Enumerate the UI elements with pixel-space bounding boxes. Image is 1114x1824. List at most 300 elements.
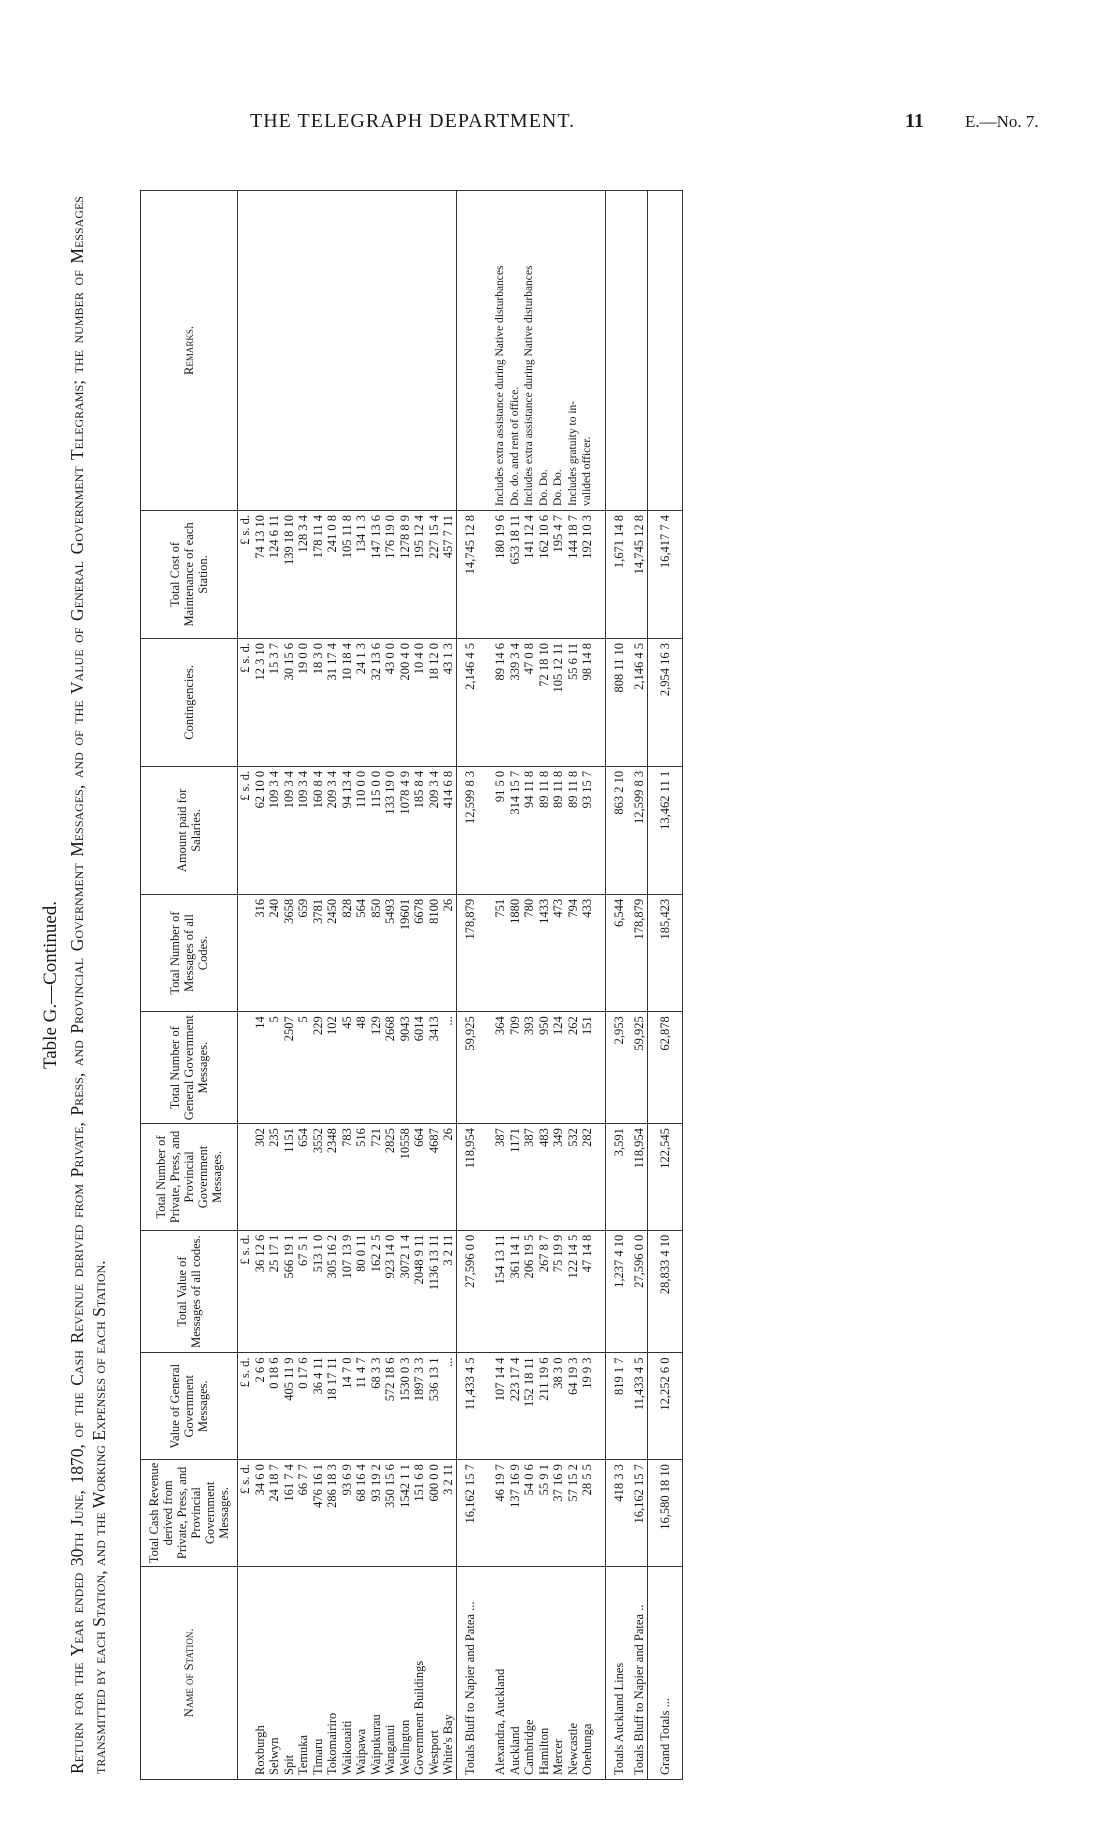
gov-value: 0 17 6 (296, 1353, 311, 1460)
num-private: 2348 (325, 1124, 340, 1231)
num-all: 6678 (412, 894, 427, 1011)
station-name: White's Bay (441, 1566, 456, 1779)
num-all: 316 (253, 894, 268, 1011)
table-row (282, 191, 297, 1780)
table-row (632, 191, 647, 1780)
total-value: 154 13 11 (493, 1230, 508, 1353)
contingencies: 18 12 0 (427, 638, 442, 766)
num-private: 26 (441, 1124, 456, 1231)
table-row (340, 191, 355, 1780)
station-name: Mercer (551, 1566, 566, 1779)
maintenance: 128 3 4 (296, 510, 311, 638)
gov-value: 819 1 7 (605, 1353, 632, 1460)
gov-value: 12,252 6 0 (647, 1353, 683, 1460)
total-value: 25 17 1 (267, 1230, 282, 1353)
table-caption (40, 190, 110, 1780)
num-private: 483 (537, 1124, 552, 1231)
remarks (632, 191, 647, 511)
num-gov: 62,878 (647, 1012, 683, 1124)
rotated-table-block (40, 190, 940, 1780)
table-row (456, 191, 483, 1780)
cash-revenue: 55 9 1 (537, 1460, 552, 1567)
contingencies: 200 4 0 (398, 638, 413, 766)
station-name: Wellington (398, 1566, 413, 1779)
total-value: 361 14 1 (508, 1230, 523, 1353)
num-all: 8100 (427, 894, 442, 1011)
num-gov: 6014 (412, 1012, 427, 1124)
maintenance: 14,745 12 8 (456, 510, 483, 638)
remarks (325, 191, 340, 511)
num-gov: 364 (493, 1012, 508, 1124)
gov-value: 38 3 0 (551, 1353, 566, 1460)
revenue-table (140, 190, 683, 1780)
remarks (383, 191, 398, 511)
maintenance: 178 11 4 (311, 510, 326, 638)
gov-value: 405 11 9 (282, 1353, 297, 1460)
station-name: Timaru (311, 1566, 326, 1779)
num-private: 235 (267, 1124, 282, 1231)
remarks (456, 191, 483, 511)
salaries: 110 0 0 (354, 766, 369, 894)
table-row (522, 191, 537, 1780)
document-reference: E.—No. 7. (965, 112, 1039, 131)
cash-revenue: 54 0 6 (522, 1460, 537, 1567)
num-private: 1151 (282, 1124, 297, 1231)
salaries: 109 3 4 (282, 766, 297, 894)
salaries: 1078 4 9 (398, 766, 413, 894)
num-all: 5493 (383, 894, 398, 1011)
num-private: 654 (296, 1124, 311, 1231)
cash-revenue: 93 19 2 (369, 1460, 384, 1567)
num-private: 118,954 (456, 1124, 483, 1231)
salaries: 13,462 11 1 (647, 766, 683, 894)
station-name: Wanganui (383, 1566, 398, 1779)
contingencies: 72 18 10 (537, 638, 552, 766)
contingencies: 2,146 4 5 (632, 638, 647, 766)
maintenance: 180 19 6 (493, 510, 508, 638)
total-value: 267 8 7 (537, 1230, 552, 1353)
num-all: 850 (369, 894, 384, 1011)
col-gov-value: Value of General Government Messages. (141, 1353, 238, 1460)
unit-label: £ s. d. (238, 1230, 253, 1353)
station-name: Newcastle (566, 1566, 581, 1779)
num-all: 1433 (537, 894, 552, 1011)
gov-value: 18 17 11 (325, 1353, 340, 1460)
maintenance: 139 18 10 (282, 510, 297, 638)
station-name: Alexandra, Auckland (493, 1566, 508, 1779)
num-gov: 45 (340, 1012, 355, 1124)
unit-label: £ s. d. (238, 1460, 253, 1567)
total-value: 162 2 5 (369, 1230, 384, 1353)
maintenance: 105 11 8 (340, 510, 355, 638)
total-value: 107 13 9 (340, 1230, 355, 1353)
gov-value: 1897 3 3 (412, 1353, 427, 1460)
num-private: 349 (551, 1124, 566, 1231)
cash-revenue: 16,162 15 7 (632, 1460, 647, 1567)
num-gov: 129 (369, 1012, 384, 1124)
cash-revenue: 161 7 4 (282, 1460, 297, 1567)
num-private: 3552 (311, 1124, 326, 1231)
table-row (398, 191, 413, 1780)
num-gov: 229 (311, 1012, 326, 1124)
num-private: 4687 (427, 1124, 442, 1231)
salaries: 863 2 10 (605, 766, 632, 894)
units-row (238, 191, 253, 1780)
remarks: valided officer. (580, 191, 595, 511)
remarks (311, 191, 326, 511)
maintenance: 192 10 3 (580, 510, 595, 638)
num-private: 516 (354, 1124, 369, 1231)
num-private: 387 (493, 1124, 508, 1231)
num-all: 178,879 (632, 894, 647, 1011)
total-value: 2048 9 11 (412, 1230, 427, 1353)
num-gov: 124 (551, 1012, 566, 1124)
num-gov: 393 (522, 1012, 537, 1124)
num-gov: 950 (537, 1012, 552, 1124)
total-value: 47 14 8 (580, 1230, 595, 1353)
salaries: 91 5 0 (493, 766, 508, 894)
salaries: 109 3 4 (296, 766, 311, 894)
maintenance: 227 15 4 (427, 510, 442, 638)
num-all: 19601 (398, 894, 413, 1011)
num-private: 1171 (508, 1124, 523, 1231)
remarks: Do. Do. (537, 191, 552, 511)
gov-value: 11,433 4 5 (456, 1353, 483, 1460)
contingencies: 47 0 8 (522, 638, 537, 766)
unit-label: £ s. d. (238, 510, 253, 638)
table-row (493, 191, 508, 1780)
col-num-gov: Total Number of General Government Messages. (141, 1012, 238, 1124)
num-gov: 48 (354, 1012, 369, 1124)
cash-revenue: 476 16 1 (311, 1460, 326, 1567)
num-private: 3,591 (605, 1124, 632, 1231)
salaries: 209 3 4 (325, 766, 340, 894)
table-name: Table G.—Continued. (40, 900, 61, 1070)
contingencies: 32 13 6 (369, 638, 384, 766)
salaries: 414 6 8 (441, 766, 456, 894)
salaries: 62 10 0 (253, 766, 268, 894)
remarks (340, 191, 355, 511)
maintenance: 14,745 12 8 (632, 510, 647, 638)
maintenance: 195 12 4 (412, 510, 427, 638)
total-value: 122 14 5 (566, 1230, 581, 1353)
num-private: 118,954 (632, 1124, 647, 1231)
remarks: Includes extra assistance during Native disturbances (522, 191, 537, 511)
station-name: Hamilton (537, 1566, 552, 1779)
page-title: THE TELEGRAPH DEPARTMENT. (250, 110, 576, 132)
station-name: Totals Bluff to Napier and Patea ... (456, 1566, 483, 1779)
remarks (398, 191, 413, 511)
num-private: 10558 (398, 1124, 413, 1231)
col-contingencies: Contingencies. (141, 638, 238, 766)
num-private: 532 (566, 1124, 581, 1231)
maintenance: 162 10 6 (537, 510, 552, 638)
cash-revenue: 66 7 7 (296, 1460, 311, 1567)
gov-value: 572 18 6 (383, 1353, 398, 1460)
total-value: 1136 13 11 (427, 1230, 442, 1353)
remarks (296, 191, 311, 511)
contingencies: 2,146 4 5 (456, 638, 483, 766)
num-all: 751 (493, 894, 508, 1011)
maintenance: 457 7 11 (441, 510, 456, 638)
num-gov: 9043 (398, 1012, 413, 1124)
cash-revenue: 286 18 3 (325, 1460, 340, 1567)
total-value: 3 2 11 (441, 1230, 456, 1353)
maintenance: 653 18 11 (508, 510, 523, 638)
table-body (238, 191, 683, 1780)
contingencies: 30 15 6 (282, 638, 297, 766)
num-all: 6,544 (605, 894, 632, 1011)
cash-revenue: 350 15 6 (383, 1460, 398, 1567)
table-row (412, 191, 427, 1780)
col-station: Name of Station. (141, 1566, 238, 1779)
num-private: 783 (340, 1124, 355, 1231)
num-private: 664 (412, 1124, 427, 1231)
col-total-value: Total Value of Messages of all codes. (141, 1230, 238, 1353)
station-name: Westport (427, 1566, 442, 1779)
gov-value: 107 14 4 (493, 1353, 508, 1460)
total-value: 206 19 5 (522, 1230, 537, 1353)
maintenance: 195 4 7 (551, 510, 566, 638)
num-all: 3781 (311, 894, 326, 1011)
cash-revenue: 1542 1 1 (398, 1460, 413, 1567)
gov-value: 11,433 4 5 (632, 1353, 647, 1460)
contingencies: 98 14 8 (580, 638, 595, 766)
salaries: 89 11 8 (551, 766, 566, 894)
num-all: 2450 (325, 894, 340, 1011)
station-name: Grand Totals ... (647, 1566, 683, 1779)
gov-value: 14 7 0 (340, 1353, 355, 1460)
gov-value: 64 19 3 (566, 1353, 581, 1460)
col-salaries: Amount paid for Salaries. (141, 766, 238, 894)
cash-revenue: 34 6 0 (253, 1460, 268, 1567)
num-private: 122,545 (647, 1124, 683, 1231)
remarks (605, 191, 632, 511)
remarks (267, 191, 282, 511)
num-all: 1880 (508, 894, 523, 1011)
gov-value: 1530 0 3 (398, 1353, 413, 1460)
maintenance: 124 6 11 (267, 510, 282, 638)
gov-value: 11 4 7 (354, 1353, 369, 1460)
remarks (282, 191, 297, 511)
gov-value: 36 4 11 (311, 1353, 326, 1460)
num-gov: 102 (325, 1012, 340, 1124)
contingencies: 31 17 4 (325, 638, 340, 766)
table-description: Return for the Year ended 30th June, 1870, of the Cash Revenue derived from Private, Press, and Provincial Government Messages, and of the Value of General Government Telegrams; the number of Messages transmitted by each Station, and the Working Expenses of each Station. (67, 196, 109, 1774)
salaries: 314 15 7 (508, 766, 523, 894)
total-value: 27,596 0 0 (456, 1230, 483, 1353)
gov-value: 223 17 4 (508, 1353, 523, 1460)
total-value: 923 14 0 (383, 1230, 398, 1353)
salaries: 209 3 4 (427, 766, 442, 894)
table-row (267, 191, 282, 1780)
running-header (0, 110, 1114, 140)
cash-revenue: 16,580 18 10 (647, 1460, 683, 1567)
remarks: Includes gratuity to in- (566, 191, 581, 511)
cash-revenue: 3 2 11 (441, 1460, 456, 1567)
contingencies: 19 0 0 (296, 638, 311, 766)
maintenance: 176 19 0 (383, 510, 398, 638)
total-value: 75 19 9 (551, 1230, 566, 1353)
total-value: 27,596 0 0 (632, 1230, 647, 1353)
table-row (427, 191, 442, 1780)
contingencies: 2,954 16 3 (647, 638, 683, 766)
station-name: Waikouaiti (340, 1566, 355, 1779)
table-row (566, 191, 581, 1780)
contingencies: 24 1 3 (354, 638, 369, 766)
col-num-all: Total Number of Messages of all Codes. (141, 894, 238, 1011)
num-all: 780 (522, 894, 537, 1011)
contingencies: 89 14 6 (493, 638, 508, 766)
contingencies: 10 18 4 (340, 638, 355, 766)
table-row (369, 191, 384, 1780)
num-all: 828 (340, 894, 355, 1011)
page-number: 11 (905, 110, 924, 132)
salaries: 94 13 4 (340, 766, 355, 894)
cash-revenue: 600 0 0 (427, 1460, 442, 1567)
station-name: Temuka (296, 1566, 311, 1779)
total-value: 80 0 11 (354, 1230, 369, 1353)
table-row (580, 191, 595, 1780)
salaries: 89 11 8 (566, 766, 581, 894)
col-maintenance: Total Cost of Maintenance of each Station. (141, 510, 238, 638)
cash-revenue: 28 5 5 (580, 1460, 595, 1567)
remarks (412, 191, 427, 511)
num-private: 2825 (383, 1124, 398, 1231)
unit-label: £ s. d. (238, 1353, 253, 1460)
station-name: Totals Auckland Lines (605, 1566, 632, 1779)
cash-revenue: 16,162 15 7 (456, 1460, 483, 1567)
gov-value: 0 18 6 (267, 1353, 282, 1460)
cash-revenue: 93 6 9 (340, 1460, 355, 1567)
num-private: 387 (522, 1124, 537, 1231)
num-all: 564 (354, 894, 369, 1011)
total-value: 513 1 0 (311, 1230, 326, 1353)
total-value: 566 19 1 (282, 1230, 297, 1353)
num-gov: 59,925 (456, 1012, 483, 1124)
gov-value: 68 3 3 (369, 1353, 384, 1460)
header-row (141, 191, 238, 1780)
table-row (441, 191, 456, 1780)
cash-revenue: 418 3 3 (605, 1460, 632, 1567)
remarks (354, 191, 369, 511)
gov-value: 19 9 3 (580, 1353, 595, 1460)
salaries: 109 3 4 (267, 766, 282, 894)
contingencies: 105 12 11 (551, 638, 566, 766)
num-gov: 2668 (383, 1012, 398, 1124)
contingencies: 43 1 3 (441, 638, 456, 766)
station-name: Tokomairiro (325, 1566, 340, 1779)
contingencies: 339 3 4 (508, 638, 523, 766)
contingencies: 808 11 10 (605, 638, 632, 766)
spacer-row (595, 191, 606, 1780)
table-row (647, 191, 683, 1780)
num-gov: 2,953 (605, 1012, 632, 1124)
maintenance: 144 18 7 (566, 510, 581, 638)
maintenance: 241 0 8 (325, 510, 340, 638)
total-value: 1,237 4 10 (605, 1230, 632, 1353)
num-gov: 262 (566, 1012, 581, 1124)
salaries: 133 19 0 (383, 766, 398, 894)
salaries: 115 0 0 (369, 766, 384, 894)
num-all: 178,879 (456, 894, 483, 1011)
total-value: 28,833 4 10 (647, 1230, 683, 1353)
maintenance: 134 1 3 (354, 510, 369, 638)
salaries: 160 8 4 (311, 766, 326, 894)
table-row (383, 191, 398, 1780)
num-gov: 14 (253, 1012, 268, 1124)
num-gov: 151 (580, 1012, 595, 1124)
num-gov: 59,925 (632, 1012, 647, 1124)
table-row (325, 191, 340, 1780)
num-gov: 3413 (427, 1012, 442, 1124)
num-all: 473 (551, 894, 566, 1011)
remarks (647, 191, 683, 511)
station-name: Government Buildings (412, 1566, 427, 1779)
spacer-row (483, 191, 493, 1780)
gov-value: 536 13 1 (427, 1353, 442, 1460)
table-row (354, 191, 369, 1780)
station-name: Waipukurau (369, 1566, 384, 1779)
gov-value: ... (441, 1353, 456, 1460)
contingencies: 55 6 11 (566, 638, 581, 766)
station-name: Cambridge (522, 1566, 537, 1779)
cash-revenue: 57 15 2 (566, 1460, 581, 1567)
total-value: 67 5 1 (296, 1230, 311, 1353)
cash-revenue: 68 16 4 (354, 1460, 369, 1567)
remarks (427, 191, 442, 511)
cash-revenue: 37 16 9 (551, 1460, 566, 1567)
num-private: 302 (253, 1124, 268, 1231)
gov-value: 2 6 6 (253, 1353, 268, 1460)
remarks (253, 191, 268, 511)
col-num-private: Total Number of Private, Press, and Provincial Government Messages. (141, 1124, 238, 1231)
table-row (605, 191, 632, 1780)
num-all: 433 (580, 894, 595, 1011)
remarks (441, 191, 456, 511)
num-private: 721 (369, 1124, 384, 1231)
cash-revenue: 24 18 7 (267, 1460, 282, 1567)
salaries: 185 8 4 (412, 766, 427, 894)
num-all: 26 (441, 894, 456, 1011)
cash-revenue: 151 6 8 (412, 1460, 427, 1567)
salaries: 12,599 8 3 (632, 766, 647, 894)
col-cash-revenue: Total Cash Revenue derived from Private, Press, and Provincial Government Messages. (141, 1460, 238, 1567)
total-value: 3072 1 4 (398, 1230, 413, 1353)
station-name: Auckland (508, 1566, 523, 1779)
num-gov: ... (441, 1012, 456, 1124)
table-row (311, 191, 326, 1780)
maintenance: 141 12 4 (522, 510, 537, 638)
table-row (253, 191, 268, 1780)
contingencies: 43 0 0 (383, 638, 398, 766)
station-name: Totals Bluff to Napier and Patea .. (632, 1566, 647, 1779)
salaries: 12,599 8 3 (456, 766, 483, 894)
station-name: Spit (282, 1566, 297, 1779)
maintenance: 1,671 14 8 (605, 510, 632, 638)
cash-revenue: 137 16 9 (508, 1460, 523, 1567)
salaries: 94 11 8 (522, 766, 537, 894)
remarks (369, 191, 384, 511)
table-row (537, 191, 552, 1780)
col-remarks: Remarks. (141, 191, 238, 511)
num-all: 794 (566, 894, 581, 1011)
cash-revenue: 46 19 7 (493, 1460, 508, 1567)
unit-label: £ s. d. (238, 638, 253, 766)
remarks: Do. Do. (551, 191, 566, 511)
salaries: 89 11 8 (537, 766, 552, 894)
maintenance: 16,417 7 4 (647, 510, 683, 638)
